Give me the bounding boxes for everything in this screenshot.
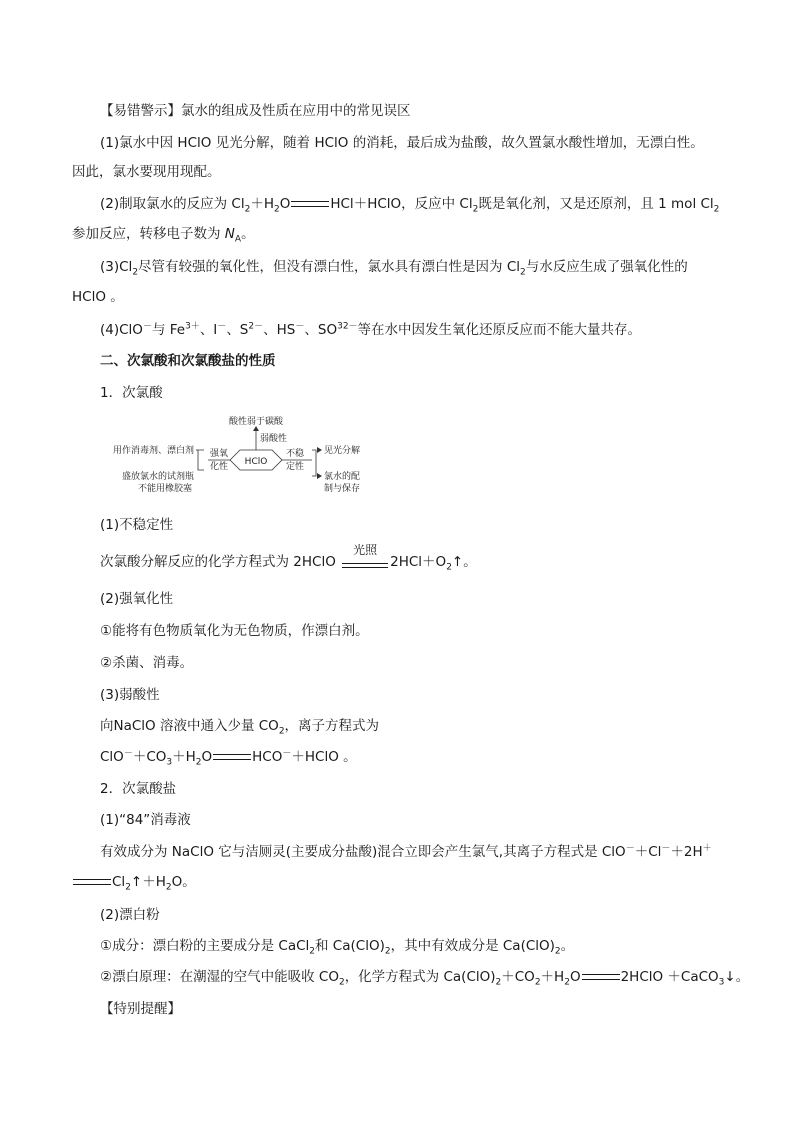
subscript: 3: [166, 757, 173, 768]
diagram-center: HClO: [244, 457, 268, 467]
text-run: 2－: [342, 321, 358, 332]
text-run: O: [201, 749, 213, 765]
diagram-right-use2: 氯水的配: [324, 472, 361, 482]
text-run: ，化学方程式为 Ca(ClO): [344, 969, 496, 985]
text-run: ＋HClO 。: [291, 749, 357, 765]
reaction-condition: [342, 543, 388, 571]
diagram-left-use3: 不能用橡胶塞: [137, 484, 192, 494]
subscript: 2: [472, 204, 479, 215]
text-run: 向NaClO 溶液中通入少量 CO: [100, 718, 279, 734]
paragraph-4: [100, 321, 641, 339]
text-run: ＋CO: [132, 749, 167, 765]
superscript: －: [625, 843, 635, 854]
text-run: 2HCl＋O: [390, 554, 447, 570]
superscript: [337, 322, 357, 332]
bracket: [312, 450, 316, 476]
text-run: ↓。: [724, 969, 750, 985]
diagram-right-rel1: 不稳: [286, 449, 305, 459]
text-run: 尽管有较强的氧化性，但没有漂白性，氯水具有漂白性是因为 Cl: [138, 259, 521, 275]
section-heading: 二、次氯酸和次氯酸盐的性质: [100, 353, 276, 369]
text-run: 和 Ca(ClO): [315, 938, 385, 954]
text-run: ②漂白原理：在潮湿的空气中能吸收 CO: [100, 969, 339, 985]
superscript: －: [217, 321, 227, 332]
subscript: 2: [165, 882, 172, 893]
paragraph-2-cont: [72, 225, 255, 243]
diagram-top-label: 酸性弱于碳酸: [228, 417, 284, 427]
text-run: O。: [171, 874, 196, 890]
diagram-left-use2: 盛放氯水的试剂瓶: [121, 472, 194, 482]
text-run: 。: [241, 226, 255, 242]
text-run: 既是氧化剂，又是还原剂，且 1 mol Cl: [478, 196, 714, 212]
subscript: 2: [564, 977, 570, 988]
text-run: ＋CO: [501, 969, 535, 985]
text-run: HCO: [252, 749, 283, 765]
item-weak-acid: (3)弱酸性: [100, 687, 160, 703]
subscript: 2: [554, 946, 561, 957]
warning-title: 氯水的组成及性质在应用中的常见误区: [181, 103, 411, 119]
oxidizing-point-2: ②杀菌、消毒。: [100, 655, 194, 671]
text-run: 、I: [199, 322, 218, 338]
superscript: 3＋: [185, 321, 200, 332]
subscript: 2: [309, 946, 316, 957]
subscript: 2: [338, 977, 345, 988]
text-run: ＋H: [250, 196, 274, 212]
text-run: ＋H: [172, 749, 196, 765]
superscript: －: [661, 843, 671, 854]
subscript: A: [234, 234, 242, 245]
oxidizing-point-1: ①能将有色物质氧化为无色物质，作漂白剂。: [100, 623, 369, 639]
superscript: －: [142, 321, 152, 332]
text-run: 、S: [226, 322, 249, 338]
subscript: 2: [520, 267, 526, 278]
text-run: 次氯酸分解反应的化学方程式为 2HClO: [100, 554, 341, 570]
subscript: 2: [125, 882, 131, 893]
text-run: O: [569, 969, 581, 985]
text-run: 有效成分为 NaClO 它与洁厕灵(主要成分盐酸)混合立即会产生氯气,其离子方程式是 ClO: [100, 844, 626, 860]
text-run: N: [224, 226, 235, 242]
bleaching-composition: [100, 937, 574, 955]
weak-acid-desc: [100, 717, 379, 735]
text-run: (4)ClO: [100, 322, 143, 338]
text-run: (3)Cl: [100, 259, 133, 275]
text-run: 、HS: [263, 322, 296, 338]
text-run: ClO: [100, 749, 124, 765]
diagram-right-rel2: 定性: [286, 462, 305, 472]
subscript: 2: [446, 562, 452, 573]
diagram-left-use1: 用作消毒剂、漂白剂: [112, 446, 194, 456]
paragraph-3: [100, 258, 688, 276]
text-run: ↑。: [451, 554, 477, 570]
diagram-right-use3: 制与保存: [324, 484, 361, 494]
text-run: 。: [560, 938, 575, 954]
subscript: 3: [718, 977, 725, 988]
weak-acid-equation: [100, 748, 357, 766]
text-run: ＋H: [540, 969, 565, 985]
item-instability: (1)不稳定性: [100, 517, 174, 533]
text-run: ，离子方程式为: [284, 718, 380, 734]
text-run: ↑＋H: [130, 874, 166, 890]
arrow-head: [317, 473, 322, 479]
text-run: (2)制取氯水的反应为 Cl: [100, 196, 245, 212]
text-run: O: [279, 196, 291, 212]
subsection-hypochlorite: 2．次氯酸盐: [100, 781, 177, 797]
text-run: ，其中有效成分是 Ca(ClO): [390, 938, 555, 954]
equals-sign: [582, 974, 620, 980]
text-run: 、SO: [304, 322, 338, 338]
text-run: 与 Fe: [151, 322, 186, 338]
text-run: 与水反应生成了强氧化性的: [525, 259, 688, 275]
text-run: ＋Cl: [634, 844, 662, 860]
diagram-right-use1: 见光分解: [324, 446, 361, 456]
subscript: 2: [534, 977, 541, 988]
paragraph-1: (1)氯水中因 HClO 见光分解，随着 HClO 的消耗，最后成为盐酸，故久置氯水酸性增加，无漂白性。: [100, 135, 704, 151]
subscript: 2: [244, 204, 251, 215]
superscript: －: [295, 321, 305, 332]
item-oxidizing: (2)强氧化性: [100, 591, 174, 607]
diagram-top-rel: 弱酸性: [260, 434, 288, 444]
paragraph-2: [100, 195, 719, 213]
arrow-head: [317, 447, 322, 453]
subscript: 2: [713, 204, 720, 215]
bracket: [198, 450, 204, 470]
equals-sign: [291, 201, 329, 207]
text-run: 等在水中因发生氧化还原反应而不能大量共存。: [357, 322, 642, 338]
hclo-property-diagram: [100, 416, 374, 502]
bleaching-principle: [100, 968, 749, 986]
subscript: 2: [278, 726, 285, 737]
text-run: 参加反应，转移电子数为: [72, 226, 225, 242]
superscript: －: [282, 748, 292, 759]
equals-sign: [213, 754, 251, 760]
diagram-left-rel1: 强氧: [210, 449, 229, 459]
text-run: Cl: [112, 874, 126, 890]
subsection-hclo: 1．次氯酸: [100, 385, 163, 401]
superscript: 2－: [248, 321, 264, 332]
decomposition-equation: [100, 543, 477, 573]
warning-label: 【易错警示】: [100, 103, 181, 119]
subscript: 2: [495, 977, 502, 988]
disinfectant-desc: [100, 843, 712, 861]
subscript: 2: [132, 267, 139, 278]
warning-heading: [100, 102, 411, 120]
subscript: 2: [384, 946, 391, 957]
subscript: 2: [195, 757, 202, 768]
equals-sign: [342, 563, 388, 568]
superscript: －: [123, 748, 133, 759]
item-84-disinfectant: (1)“84”消毒液: [100, 812, 191, 828]
superscript: ＋: [702, 843, 712, 854]
condition-label: 光照: [353, 543, 378, 557]
text-run: ＋2H: [670, 844, 703, 860]
paragraph-1-cont: 因此，氯水要现用现配。: [72, 164, 221, 180]
text-run: ①成分：漂白粉的主要成分是 CaCl: [100, 938, 310, 954]
subscript: 2: [273, 204, 280, 215]
item-bleaching-powder: (2)漂白粉: [100, 907, 160, 923]
text-run: 3: [337, 321, 343, 332]
diagram-left-rel2: 化性: [210, 462, 229, 472]
special-tip-heading: 【特别提醒】: [100, 1001, 181, 1017]
text-run: 2HClO ＋CaCO: [620, 969, 719, 985]
paragraph-3-cont: HClO 。: [72, 289, 124, 305]
text-run: HCl＋HClO，反应中 Cl: [330, 196, 473, 212]
equals-sign: [73, 879, 111, 885]
disinfectant-equation-cont: [72, 873, 196, 891]
